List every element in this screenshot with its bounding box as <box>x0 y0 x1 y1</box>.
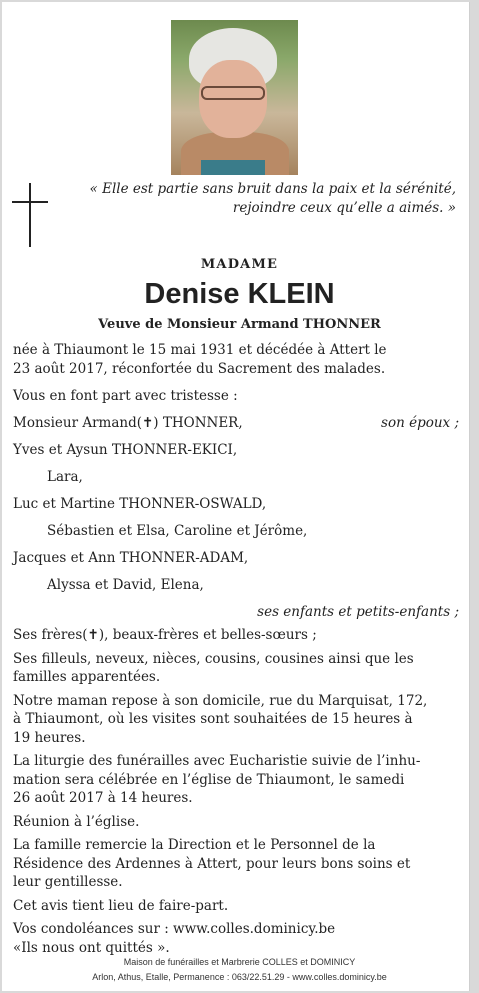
text-line: mation sera célébrée en l’église de Thiaumont, le samedi <box>13 771 405 788</box>
cross-icon <box>12 183 48 247</box>
family-member: Jacques et Ann THONNER-ADAM, <box>13 550 249 567</box>
funeral-home-footer <box>0 955 479 985</box>
footer-line: Arlon, Athus, Etalle, Permanence : 063/22.51.29 - www.colles.dominicy.be <box>92 972 387 982</box>
paragraphs <box>13 626 459 957</box>
husband-name: Monsieur Armand(✝) THONNER, <box>13 415 243 432</box>
husband-role: son époux ; <box>381 415 459 432</box>
deceased-name: Denise KLEIN <box>144 278 335 310</box>
paragraph <box>13 650 459 687</box>
family-member: Sébastien et Elsa, Caroline et Jérôme, <box>47 523 308 540</box>
text-line: née à Thiaumont le 15 mai 1931 et décédée à Attert le <box>13 342 387 358</box>
paragraph <box>13 920 459 957</box>
obituary-body <box>13 341 459 962</box>
husband-row <box>13 410 459 437</box>
paragraph <box>13 626 459 645</box>
text-line: leur gentillesse. <box>13 874 123 890</box>
paragraph <box>13 752 459 808</box>
quote-line: « Elle est partie sans bruit dans la paix et la sérénité, <box>89 181 456 197</box>
widow-line: Veuve de Monsieur Armand THONNER <box>98 317 381 332</box>
text-line: 23 août 2017, réconfortée du Sacrement des malades. <box>13 360 386 377</box>
text-line: à Thiaumont, où les visites sont souhaitées de 15 heures à <box>13 711 413 727</box>
footer-line: Maison de funérailles et Marbrerie COLLES et DOMINICY <box>123 957 356 967</box>
children-role: ses enfants et petits-enfants ; <box>257 604 459 621</box>
portrait-photo <box>171 20 298 175</box>
family-member: Luc et Martine THONNER-OSWALD, <box>13 496 267 513</box>
paragraph <box>13 897 459 916</box>
text-line: «Ils nous ont quittés ». <box>13 939 170 956</box>
family-member: Alyssa et David, Elena, <box>47 577 204 594</box>
birth-death-info <box>13 341 459 378</box>
text-line: La famille remercie la Direction et le Personnel de la <box>13 837 376 853</box>
family-member: Lara, <box>47 469 83 486</box>
paragraph <box>13 813 459 832</box>
family-list <box>13 437 459 599</box>
text-line: La liturgie des funérailles avec Eucharistie suivie de l’inhu- <box>13 753 421 769</box>
text-line: familles apparentées. <box>13 669 161 685</box>
family-member: Yves et Aysun THONNER-EKICI, <box>13 442 238 459</box>
text-line: Vos condoléances sur : www.colles.dominicy.be <box>13 921 336 937</box>
paragraph <box>13 692 459 748</box>
epitaph-quote <box>70 180 456 218</box>
intro-line: Vous en font part avec tristesse : <box>13 388 238 405</box>
text-line: Ses filleuls, neveux, nièces, cousins, cousines ainsi que les <box>13 650 414 667</box>
text-line: Réunion à l’église. <box>13 813 140 830</box>
honorific: MADAME <box>200 257 279 272</box>
text-line: Ses frères(✝), beaux-frères et belles-sœurs ; <box>13 627 317 643</box>
text-line: 19 heures. <box>13 729 86 746</box>
paragraph <box>13 836 459 892</box>
text-line: 26 août 2017 à 14 heures. <box>13 790 193 806</box>
text-line: Résidence des Ardennes à Attert, pour leurs bons soins et <box>13 855 411 872</box>
quote-line: rejoindre ceux qu’elle a aimés. » <box>232 200 456 216</box>
text-line: Cet avis tient lieu de faire-part. <box>13 897 229 914</box>
text-line: Notre maman repose à son domicile, rue du Marquisat, 172, <box>13 692 428 709</box>
